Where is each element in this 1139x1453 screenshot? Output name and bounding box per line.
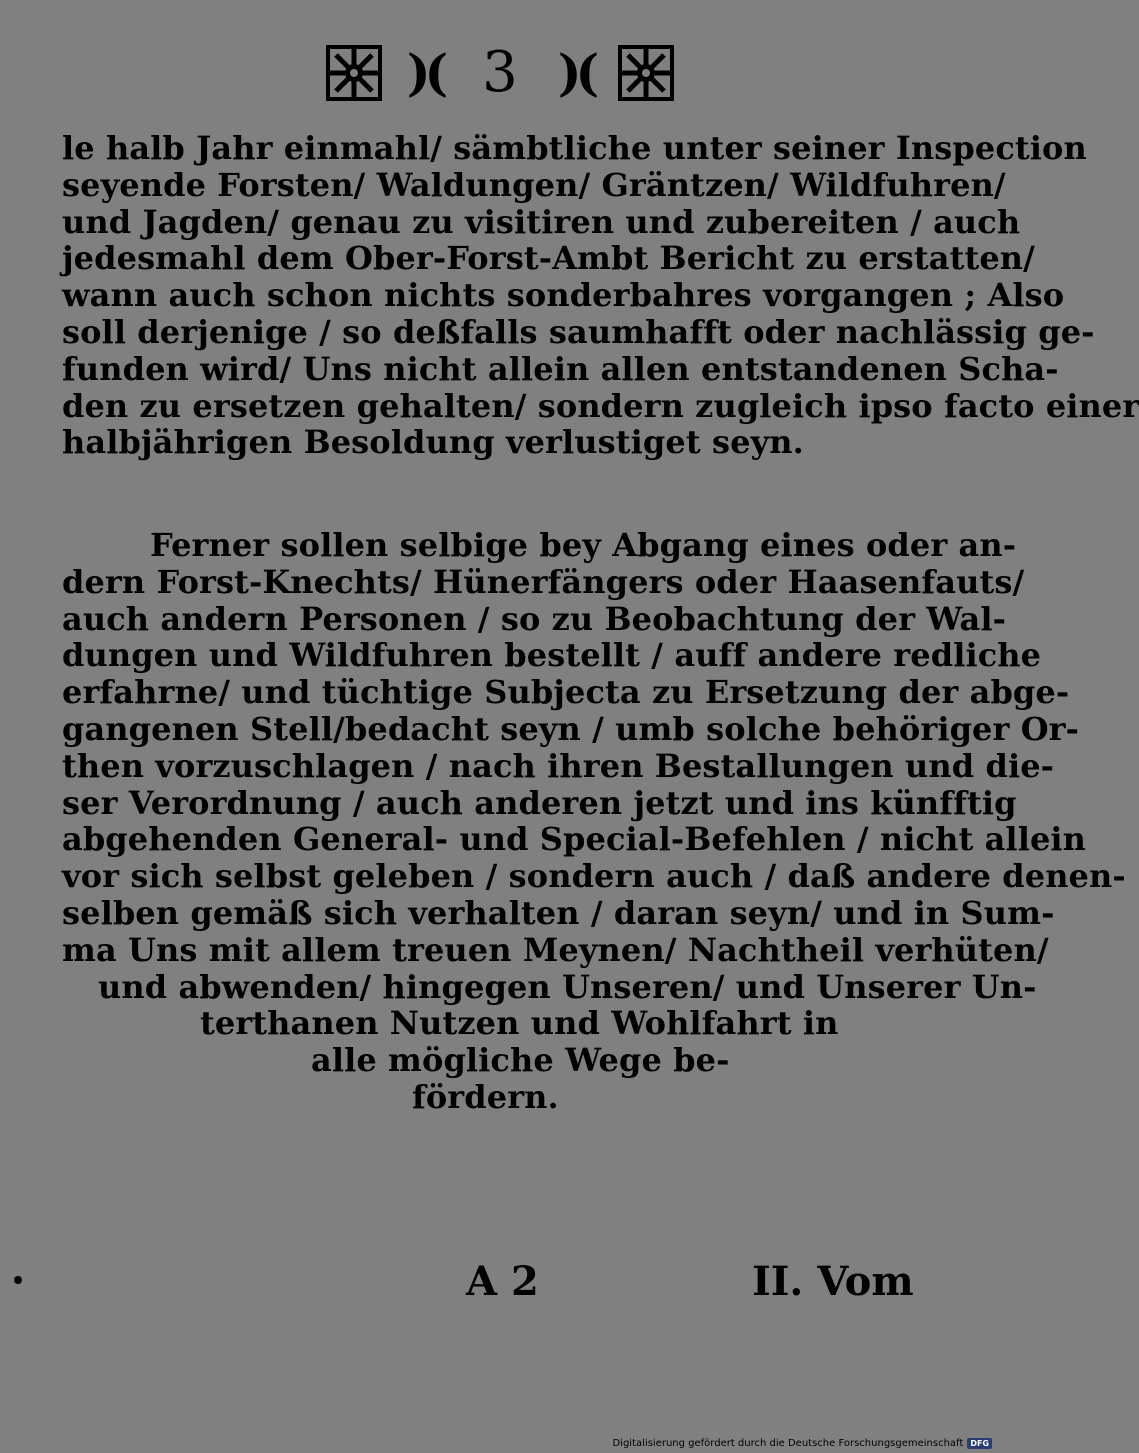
text-line: selben gemäß sich verhalten / daran seyn/ und in Sum- bbox=[62, 893, 1055, 932]
text-line: Ferner sollen selbige bey Abgang eines oder an- bbox=[150, 526, 1017, 564]
text-line: seyende Forsten/ Waldungen/ Gräntzen/ Wildfuhren/ bbox=[62, 165, 1006, 204]
text-line: wann auch schon nichts sonderbahres vorgangen ; Also bbox=[62, 276, 1065, 315]
text-line: terthanen Nutzen und Wohlfahrt in bbox=[200, 1004, 839, 1043]
text-line: then vorzuschlagen / nach ihren Bestallungen und die- bbox=[62, 746, 1055, 785]
paragraph-2 bbox=[62, 526, 1126, 1116]
text-line: ma Uns mit allem treuen Meynen/ Nachtheil verhüten/ bbox=[62, 930, 1049, 969]
dfg-logo: DFG bbox=[967, 1438, 992, 1449]
text-line: jedesmahl dem Ober-Forst-Ambt Bericht zu erstatten/ bbox=[62, 239, 1035, 278]
right-bracket-ornament: )( bbox=[557, 43, 594, 102]
text-line: erfahrne/ und tüchtige Subjecta zu Ersetzung der abge- bbox=[62, 673, 1070, 712]
text-line: vor sich selbst geleben / sondern auch / daß andere denen- bbox=[62, 857, 1126, 896]
catchword: II. Vom bbox=[752, 1258, 914, 1305]
left-fleuron-icon bbox=[323, 42, 385, 104]
paragraph-1 bbox=[62, 129, 1139, 462]
text-line: und abwenden/ hingegen Unseren/ und Unserer Un- bbox=[98, 967, 1037, 1006]
credit-text: Digitalisierung gefördert durch die Deutsche Forschungsgemeinschaft bbox=[612, 1438, 964, 1449]
text-line: halbjährigen Besoldung verlustiget seyn. bbox=[62, 423, 804, 462]
digitization-credit bbox=[612, 1438, 992, 1449]
text-line: dern Forst-Knechts/ Hünerfängers oder Haasenfauts/ bbox=[62, 562, 1025, 601]
text-line: dungen und Wildfuhren bestellt / auff andere redliche bbox=[62, 636, 1042, 675]
right-fleuron-icon bbox=[615, 42, 677, 104]
text-line: funden wird/ Uns nicht allein allen entstandenen Scha- bbox=[62, 349, 1059, 388]
text-line: und Jagden/ genau zu visitiren und zubereiten / auch bbox=[62, 202, 1021, 241]
page-number: 3 bbox=[482, 40, 518, 105]
text-line: le halb Jahr einmahl/ sämbtliche unter seiner Inspection bbox=[62, 129, 1087, 167]
running-head bbox=[0, 42, 1000, 112]
text-line: den zu ersetzen gehalten/ sondern zugleich ipso facto einer bbox=[62, 386, 1139, 425]
text-line: fördern. bbox=[412, 1077, 559, 1116]
signature-mark: A 2 bbox=[466, 1258, 539, 1305]
left-bracket-ornament: )( bbox=[406, 43, 443, 102]
text-line: auch andern Personen / so zu Beobachtung der Wal- bbox=[62, 599, 1007, 638]
text-line: abgehenden General- und Special-Befehlen / nicht allein bbox=[62, 820, 1087, 859]
text-line: alle mögliche Wege be- bbox=[311, 1041, 730, 1080]
ink-dot bbox=[14, 1276, 22, 1284]
text-line: ser Verordnung / auch anderen jetzt und ins künfftig bbox=[62, 783, 1017, 822]
text-line: soll derjenige / so deßfalls saumhafft oder nachlässig ge- bbox=[62, 312, 1095, 351]
text-line: gangenen Stell/bedacht seyn / umb solche behöriger Or- bbox=[62, 709, 1080, 748]
